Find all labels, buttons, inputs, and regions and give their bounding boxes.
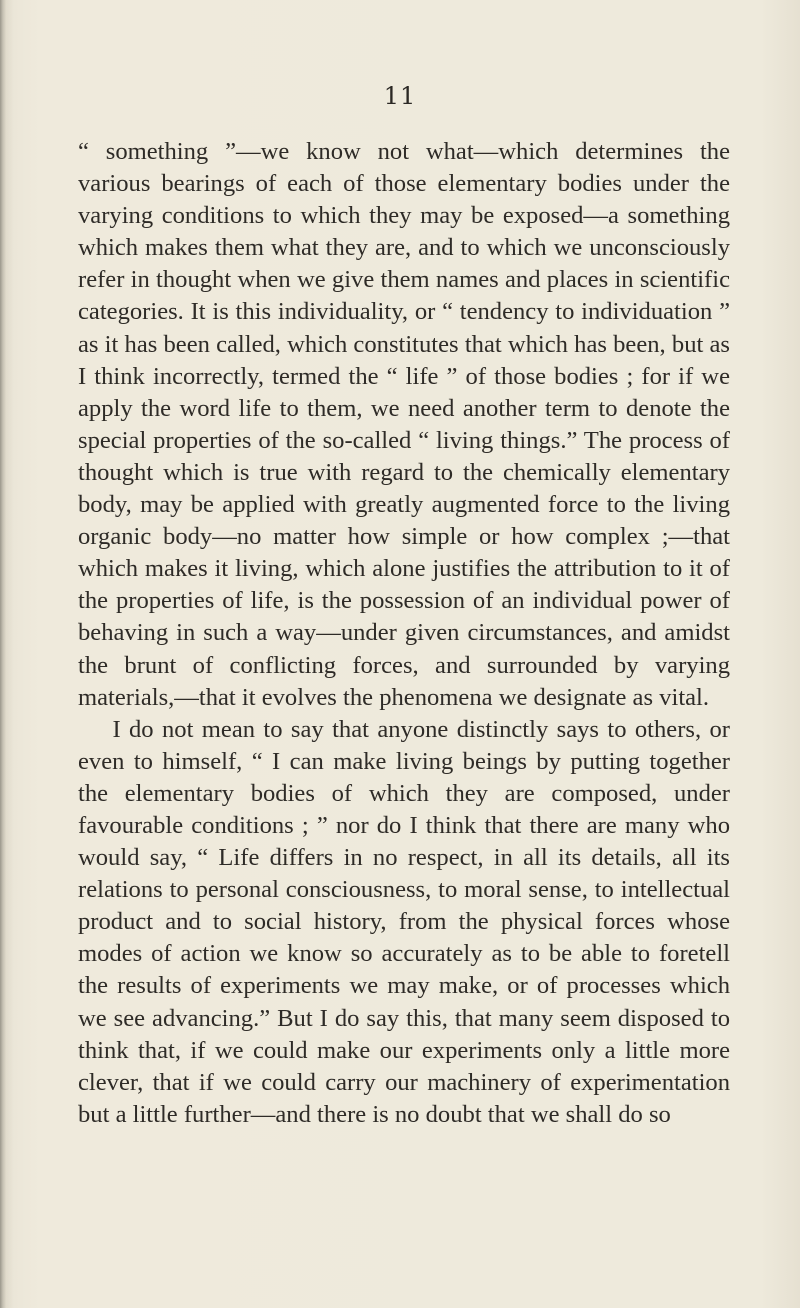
body-text bbox=[78, 136, 730, 1131]
paragraph-continuation: “ something ”—we know not what—which determines the various bearings of each of those elementary bodies under the varying conditions to which they may be exposed—a something which makes them what they are, and to which we unconsciously refer in thought when we give them names and places in scientific categories. It is this individuality, or “ tendency to individuation ” as it has been called, which constitutes that which has been, but as I think incorrectly, termed the “ life ” of those bodies ; for if we apply the word life to them, we need another term to denote the special properties of the so-called “ living things.” The process of thought which is true with regard to the chemically elementary body, may be applied with greatly augmented force to the living organic body—no matter how simple or how complex ;—that which makes it living, which alone justifies the attribution to it of the properties of life, is the possession of an individual power of behaving in such a way—under given circumstances, and amidst the brunt of conflicting forces, and surrounded by varying materials,—that it evolves the phenomena we designate as vital. bbox=[78, 138, 730, 711]
page-binding-edge bbox=[0, 0, 6, 1308]
paragraph: I do not mean to say that anyone distinctly says to others, or even to himself, “ I can make living beings by putting together the elementary bodies of which they are composed, under favourable conditions ; ” nor do I think that there are many who would say, “ Life differs in no respect, in all its details, all its relations to personal consciousness, to moral sense, to intellectual product and to social history, from the physical forces whose modes of action we know so accurately as to be able to foretell the results of experiments we may make, or of processes which we see advancing.” But I do say this, that many seem disposed to think that, if we could make our experiments only a little more clever, that if we could carry our machinery of experimentation but a little further—and there is no doubt that we shall do so bbox=[78, 715, 730, 1128]
page-number: 11 bbox=[383, 82, 417, 110]
